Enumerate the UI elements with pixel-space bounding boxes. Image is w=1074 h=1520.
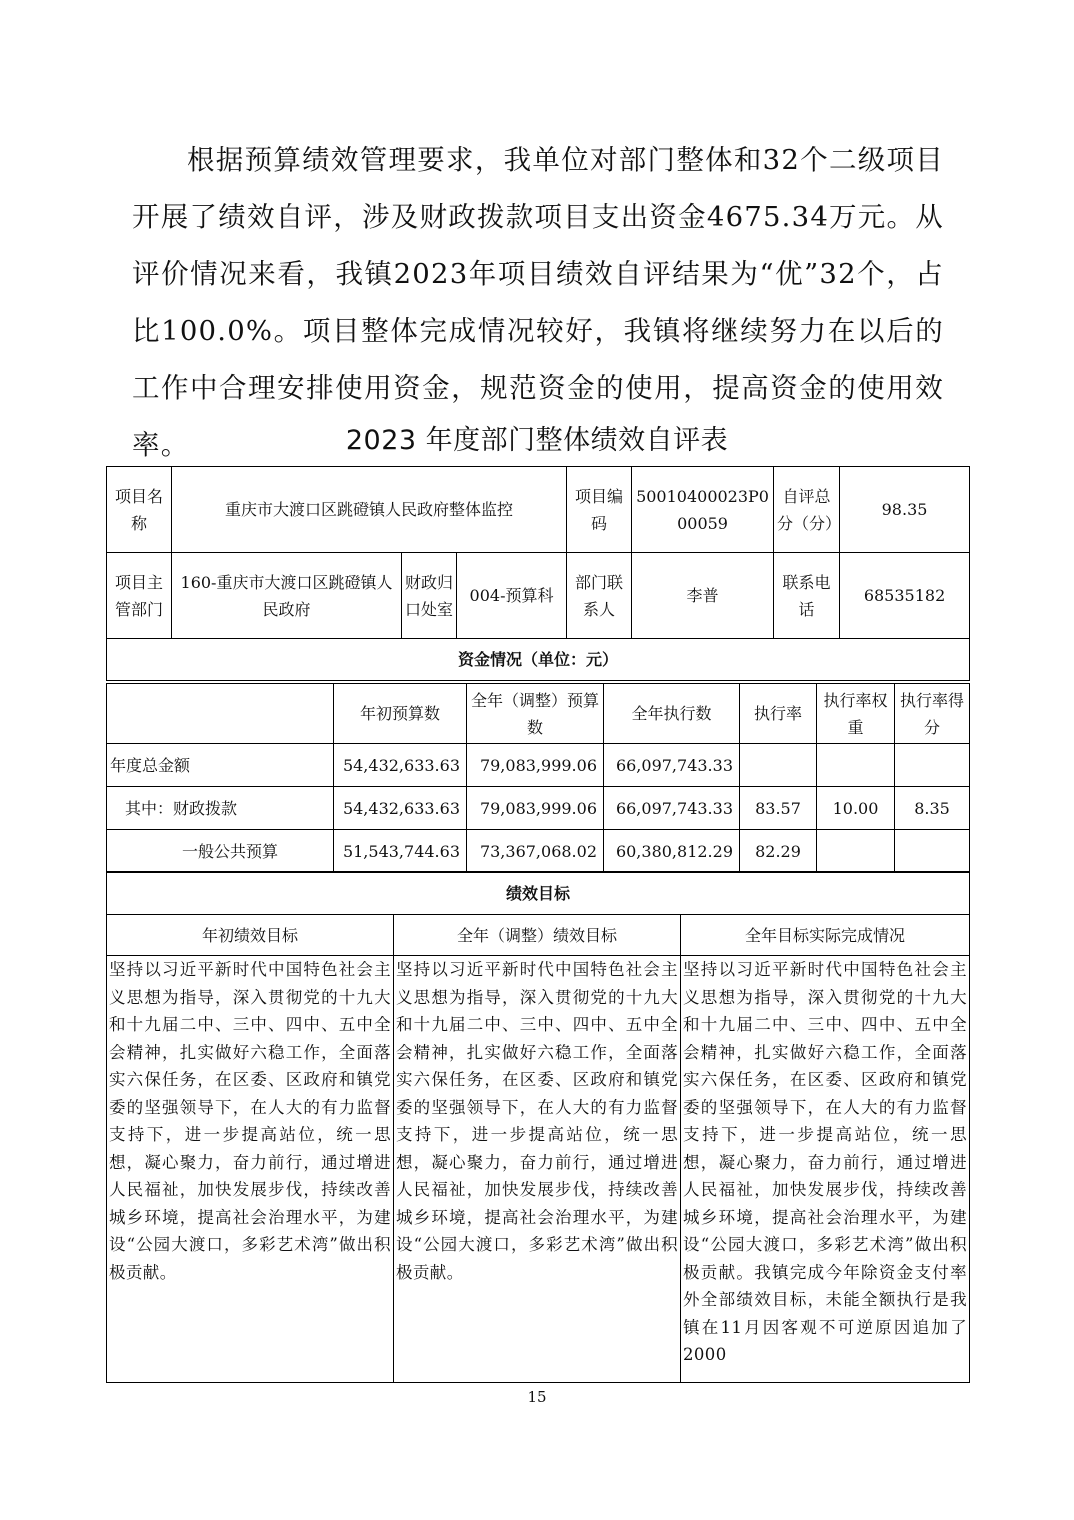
rate-weight (817, 830, 895, 873)
table-row (107, 744, 970, 787)
execution-rate (740, 744, 817, 787)
goals-section-title: 绩效目标 (107, 872, 970, 915)
actual-completion-text: 坚持以习近平新时代中国特色社会主义思想为指导，深入贯彻党的十九大和十九届二中、三中、四中、五中全会精神，扎实做好六稳工作，全面落实六保任务，在区委、区政府和镇党委的坚强领导下，在人大的有力监督支持下，进一步提高站位，统一思想，凝心聚力，奋力前行，通过增进人民福祉，加快发展步伐，持续改善城乡环境，提高社会治理水平，为建设“公园大渡口，多彩艺术湾”做出积极贡献。我镇完成今年除资金支付率外全部绩效目标，未能全额执行是我镇在11月因客观不可逆原因追加了2000 (681, 956, 970, 1383)
self-score: 98.35 (840, 467, 970, 553)
dept-label: 项目主管部门 (107, 553, 172, 639)
dept: 160-重庆市大渡口区跳磴镇人民政府 (172, 553, 402, 639)
rate-score (895, 744, 970, 787)
executed-amount: 66,097,743.33 (604, 744, 740, 787)
funds-col-executed: 全年执行数 (604, 684, 740, 744)
project-info-table (106, 466, 970, 681)
phone-label: 联系电话 (774, 553, 840, 639)
initial-budget: 54,432,633.63 (334, 744, 467, 787)
funds-col-rate: 执行率 (740, 684, 817, 744)
funds-col-initial: 年初预算数 (334, 684, 467, 744)
table-row (107, 787, 970, 830)
contact: 李普 (632, 553, 774, 639)
initial-goal-text: 坚持以习近平新时代中国特色社会主义思想为指导，深入贯彻党的十九大和十九届二中、三中、四中、五中全会精神，扎实做好六稳工作，全面落实六保任务，在区委、区政府和镇党委的坚强领导下，在人大的有力监督支持下，进一步提高站位，统一思想，凝心聚力，奋力前行，通过增进人民福祉，加快发展步伐，持续改善城乡环境，提高社会治理水平，为建设“公园大渡口，多彩艺术湾”做出积极贡献。 (107, 956, 394, 1383)
goals-table (106, 871, 970, 1383)
rate-weight: 10.00 (817, 787, 895, 830)
self-score-label: 自评总分（分） (774, 467, 840, 553)
rate-score: 8.35 (895, 787, 970, 830)
table-title: 2023 年度部门整体绩效自评表 (345, 425, 729, 456)
executed-amount: 60,380,812.29 (604, 830, 740, 873)
initial-budget: 54,432,633.63 (334, 787, 467, 830)
rate-weight (817, 744, 895, 787)
project-name-label: 项目名称 (107, 467, 172, 553)
row-label: 其中：财政拨款 (107, 787, 334, 830)
funds-table (106, 683, 970, 873)
finance-office: 004-预算科 (457, 553, 567, 639)
goals-col-actual: 全年目标实际完成情况 (681, 915, 970, 956)
rate-score (895, 830, 970, 873)
execution-rate: 82.29 (740, 830, 817, 873)
intro-text: 根据预算绩效管理要求，我单位对部门整体和32个二级项目开展了绩效自评，涉及财政拨款项目支出资金4675.34万元。从评价情况来看，我镇2023年项目绩效自评结果为“优”32个，占比100.0%。项目整体完成情况较好，我镇将继续努力在以后的工作中合理安排使用资金，规范资金的使用，提高资金的使用效率。 (132, 144, 944, 461)
funds-col-score: 执行率得分 (895, 684, 970, 744)
executed-amount: 66,097,743.33 (604, 787, 740, 830)
funds-col-weight: 执行率权重 (817, 684, 895, 744)
table-row (107, 830, 970, 873)
adjusted-budget: 79,083,999.06 (467, 787, 604, 830)
adjusted-budget: 79,083,999.06 (467, 744, 604, 787)
project-code: 50010400023P000059 (632, 467, 774, 553)
goals-col-adjusted: 全年（调整）绩效目标 (394, 915, 681, 956)
project-code-label: 项目编码 (567, 467, 632, 553)
finance-office-label: 财政归口处室 (402, 553, 457, 639)
funds-col-adjusted: 全年（调整）预算数 (467, 684, 604, 744)
funds-section-title: 资金情况（单位：元） (107, 639, 970, 681)
row-label: 一般公共预算 (107, 830, 334, 873)
row-label: 年度总金额 (107, 744, 334, 787)
page-number: 15 (527, 1388, 547, 1406)
execution-rate: 83.57 (740, 787, 817, 830)
initial-budget: 51,543,744.63 (334, 830, 467, 873)
phone: 68535182 (840, 553, 970, 639)
funds-col-blank (107, 684, 334, 744)
contact-label: 部门联系人 (567, 553, 632, 639)
adjusted-budget: 73,367,068.02 (467, 830, 604, 873)
adjusted-goal-text: 坚持以习近平新时代中国特色社会主义思想为指导，深入贯彻党的十九大和十九届二中、三中、四中、五中全会精神，扎实做好六稳工作，全面落实六保任务，在区委、区政府和镇党委的坚强领导下，在人大的有力监督支持下，进一步提高站位，统一思想，凝心聚力，奋力前行，通过增进人民福祉，加快发展步伐，持续改善城乡环境，提高社会治理水平，为建设“公园大渡口，多彩艺术湾”做出积极贡献。 (394, 956, 681, 1383)
project-name: 重庆市大渡口区跳磴镇人民政府整体监控 (172, 467, 567, 553)
funds-header-row (107, 684, 970, 744)
goals-col-initial: 年初绩效目标 (107, 915, 394, 956)
